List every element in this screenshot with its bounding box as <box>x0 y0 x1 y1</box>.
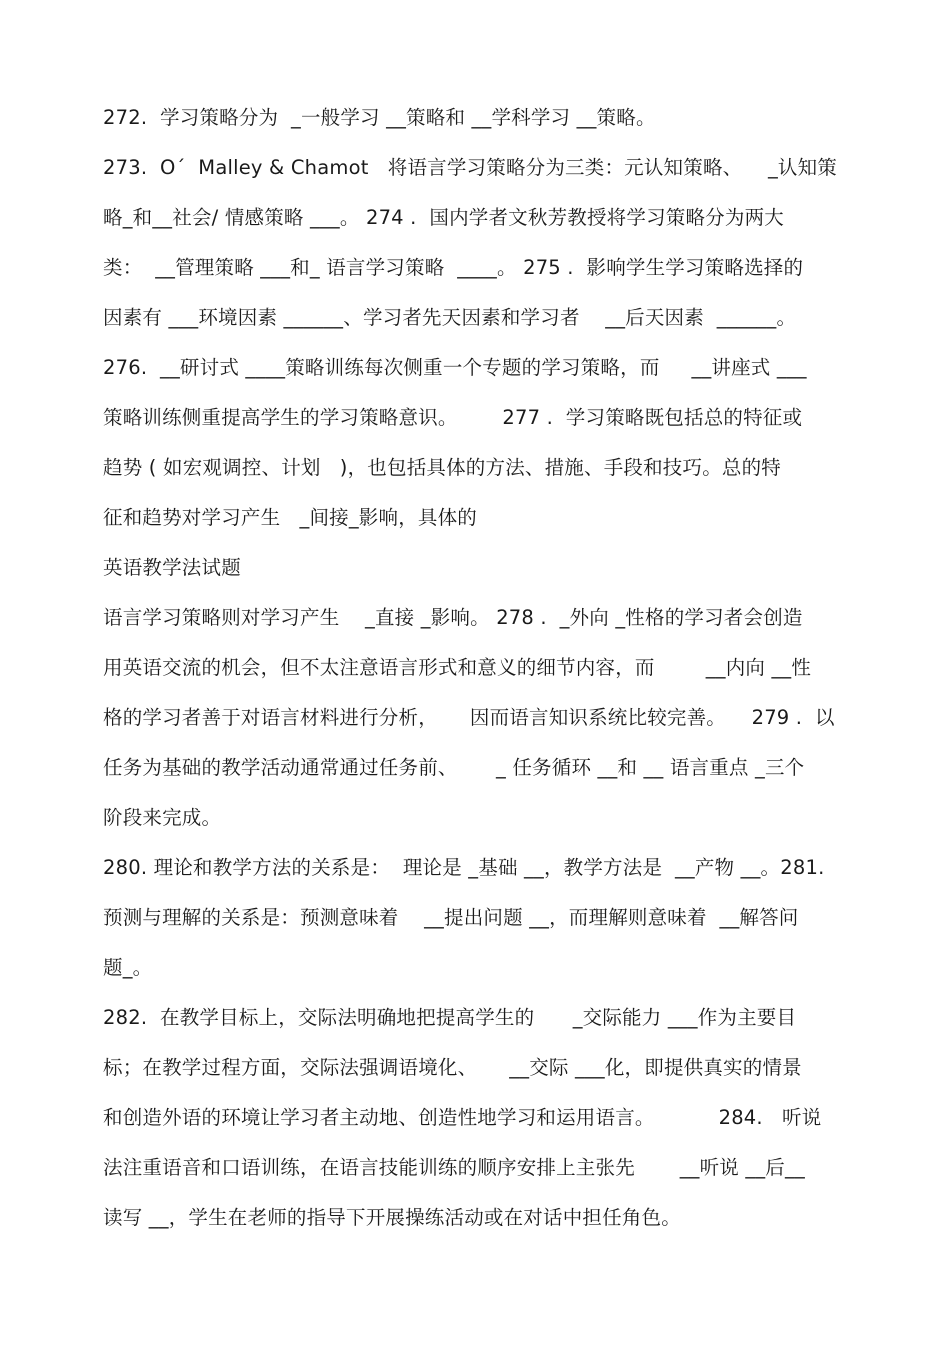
text-line: 读写 __，学生在老师的指导下开展操练活动或在对话中担任角色。 <box>103 1206 681 1229</box>
text-line: 280. 理论和教学方法的关系是： 理论是 _基础 __，教学方法是 __产物 __。281. <box>103 856 825 879</box>
text-line: 阶段来完成。 <box>103 806 222 829</box>
text-line: 法注重语音和口语训练，在语言技能训练的顺序安排上主张先 __听说 __后__ <box>103 1156 805 1179</box>
text-line: 题_。 <box>103 956 153 979</box>
text-line: 因素有 ___环境因素 ______、学习者先天因素和学习者 __后天因素 ______。 <box>103 306 797 329</box>
text-line: 格的学习者善于对语言材料进行分析， 因而语言知识系统比较完善。 279 . 以 <box>103 706 835 729</box>
section-heading: 英语教学法试题 <box>103 556 241 579</box>
text-line: 征和趋势对学习产生 _间接_影响，具体的 <box>103 506 477 529</box>
text-line: 趋势 ( 如宏观调控、计划 )，也包括具体的方法、措施、手段和技巧。总的特 <box>103 456 782 479</box>
text-line: 策略训练侧重提高学生的学习策略意识。 277 . 学习策略既包括总的特征或 <box>103 406 803 429</box>
text-line: 语言学习策略则对学习产生 _直接 _影响。 278 . _外向 _性格的学习者会创造 <box>103 606 803 629</box>
text-line: 略_和__社会/ 情感策略 ___。 274 . 国内学者文秋芳教授将学习策略分为两大 <box>103 206 784 229</box>
text-line: 标；在教学过程方面，交际法强调语境化、 __交际 ___化，即提供真实的情景 <box>103 1056 802 1079</box>
text-line: 276. __研讨式 ____策略训练每次侧重一个专题的学习策略，而 __讲座式 ___ <box>103 356 807 379</box>
text-line: 272. 学习策略分为 _一般学习 __策略和 __学科学习 __策略。 <box>103 106 656 129</box>
text-line: 273. Oˊ Malley & Chamot 将语言学习策略分为三类：元认知策略、 _认知策 <box>103 156 837 179</box>
text-line: 用英语交流的机会，但不太注意语言形式和意义的细节内容，而 __内向 __性 <box>103 656 812 679</box>
text-line: 预测与理解的关系是：预测意味着 __提出问题 __，而理解则意味着 __解答问 <box>103 906 799 929</box>
text-line: 282. 在教学目标上，交际法明确地把提高学生的 _交际能力 ___作为主要目 <box>103 1006 797 1029</box>
text-line: 和创造外语的环境让学习者主动地、创造性地学习和运用语言。 284. 听说 <box>103 1106 822 1129</box>
text-line: 任务为基础的教学活动通常通过任务前、 _ 任务循环 __和 __ 语言重点 _三个 <box>103 756 805 779</box>
text-line: 类： __管理策略 ___和_ 语言学习策略 ____。 275 . 影响学生学习策略选择的 <box>103 256 804 279</box>
